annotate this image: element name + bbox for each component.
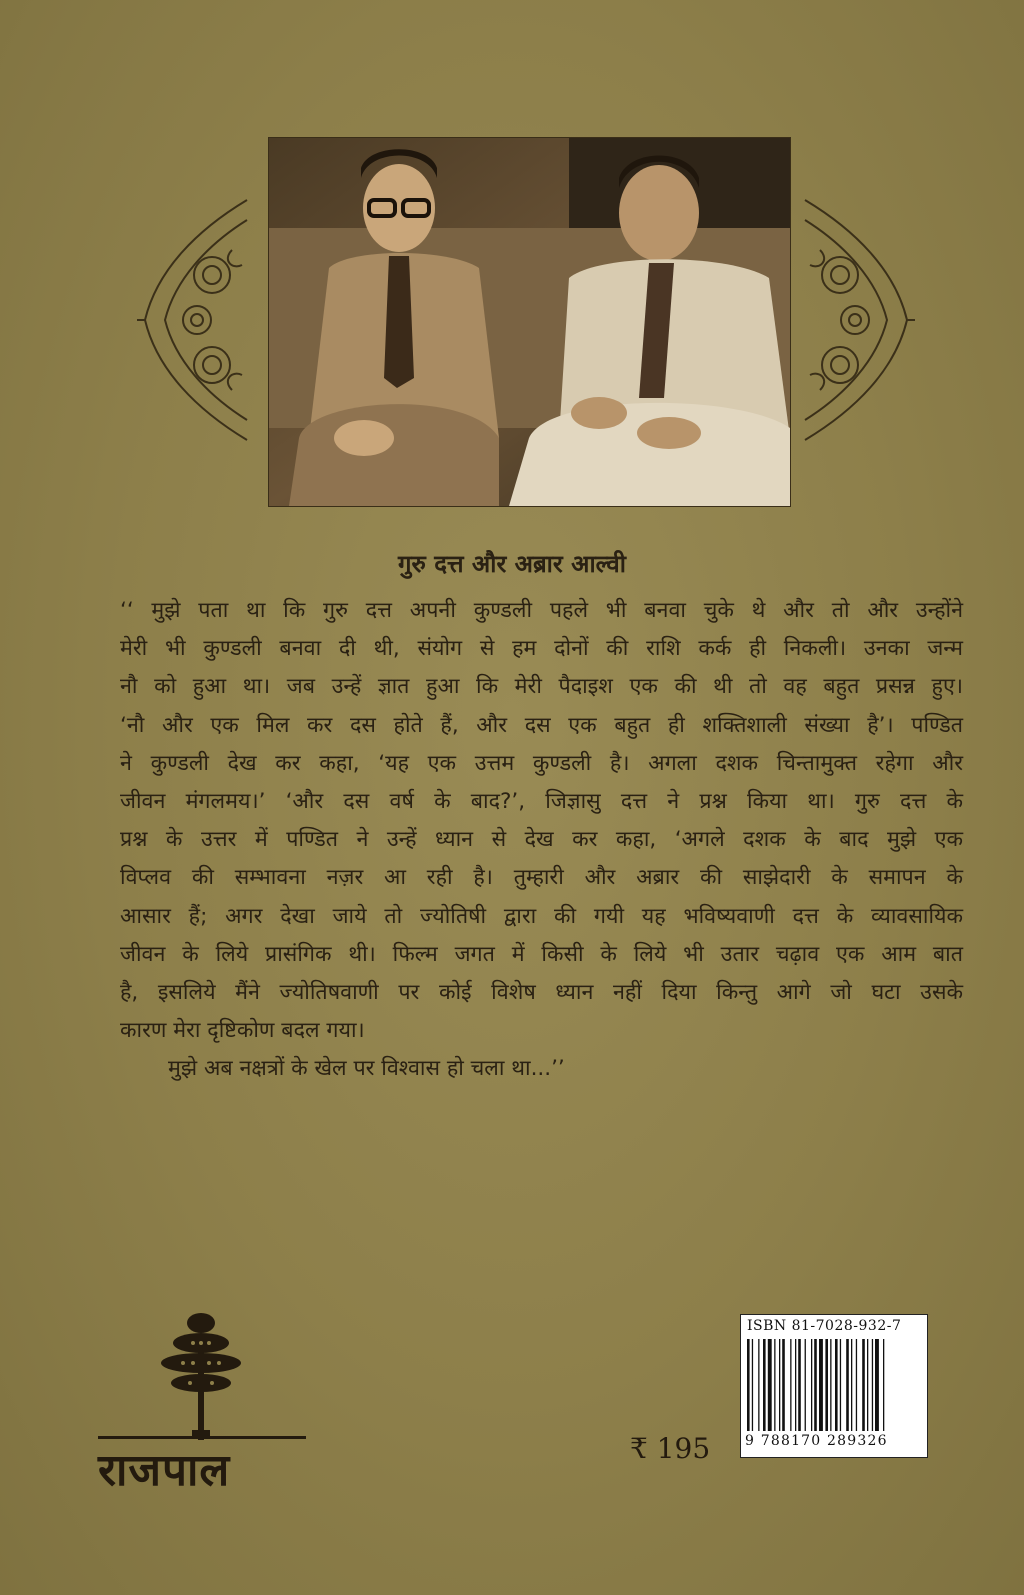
barcode-bar (782, 1339, 785, 1431)
barcode-bar (872, 1339, 873, 1431)
left-ornament-icon (137, 190, 257, 450)
blurb-line: ‘‘ मुझे पता था कि गुरु दत्त अपनी कुण्डली पहले भी बनवा चुके थे और तो और उन्होंने (120, 598, 963, 623)
blurb-line: नौ को हुआ था। जब उन्हें ज्ञात हुआ कि मेरी पैदाइश एक की थी तो वह बहुत प्रसन्न हुए। (120, 674, 963, 700)
portrait-photo (268, 137, 791, 507)
barcode-bar (883, 1339, 884, 1431)
blurb-line: ‘नौ और एक मिल कर दस होते हैं, और दस एक बहुत ही शक्तिशाली संख्या है’। पण्डित (120, 712, 963, 738)
barcode-bar (811, 1339, 812, 1431)
blurb-line: प्रश्न के उत्तर में पण्डित ने उन्हें ध्यान से देख कर कहा, ‘अगले दशक के बाद मुझे एक (120, 827, 963, 853)
barcode-bar (840, 1339, 841, 1431)
barcode-digits: 9 788170 289326 (745, 1433, 888, 1449)
publisher-name: राजपाल (98, 1445, 231, 1496)
barcode-bar (846, 1339, 849, 1431)
barcode-bar (819, 1339, 823, 1431)
barcode-bar (752, 1339, 753, 1431)
barcode-bar (768, 1339, 772, 1431)
price-label: ₹ 195 (630, 1432, 711, 1465)
blurb-line: मेरी भी कुण्डली बनवा दी थी, संयोग से हम दोनों की राशि कर्क ही निकली। उनका जन्म (120, 636, 963, 662)
barcode-bar (835, 1339, 838, 1431)
barcode-icon (747, 1339, 921, 1431)
blurb-line: है, इसलिये मैंने ज्योतिषवाणी पर कोई विशेष ध्यान नहीं दिया किन्तु आगे जो घटा उसके (120, 980, 963, 1006)
barcode-bar (795, 1339, 796, 1431)
photo-caption: गुरु दत्त और अब्रार आल्वी (398, 550, 626, 578)
isbn-barcode-box (740, 1314, 928, 1458)
right-ornament-icon (795, 190, 915, 450)
barcode-bar (830, 1339, 831, 1431)
blurb-line: जीवन मंगलमय।’ ‘और दस वर्ष के बाद?’, जिज्ञासु दत्त ने प्रश्न किया था। गुरु दत्त के (120, 789, 963, 815)
barcode-bar (851, 1339, 852, 1431)
barcode-bar (763, 1339, 766, 1431)
blurb-text (120, 592, 963, 1089)
portrait-photo-icon (269, 138, 790, 506)
barcode-bar (774, 1339, 775, 1431)
barcode-bar (875, 1339, 879, 1431)
blurb-line: ने कुण्डली देख कर कहा, ‘यह एक उत्तम कुण्डली है। अगला दशक चिन्तामुक्त रहेगा और (120, 750, 963, 776)
barcode-bar (825, 1339, 828, 1431)
barcode-bar (798, 1339, 801, 1431)
barcode-bar (862, 1339, 865, 1431)
blurb-closing-line: मुझे अब नक्षत्रों के खेल पर विश्वास हो चला था...’’ (168, 1056, 565, 1082)
barcode-bar (758, 1339, 759, 1431)
barcode-bar (805, 1339, 806, 1431)
barcode-bar (856, 1339, 857, 1431)
barcode-bar (814, 1339, 817, 1431)
blurb-line: आसार हैं; अगर देखा जाये तो ज्योतिषी द्वारा की गयी यह भविष्यवाणी दत्त के व्यावसायिक (120, 903, 963, 929)
barcode-bar (790, 1339, 791, 1431)
barcode-bar (747, 1339, 750, 1431)
blurb-line: कारण मेरा दृष्टिकोण बदल गया। (120, 1018, 365, 1044)
blurb-line: जीवन के लिये प्रासंगिक थी। फिल्म जगत में किसी के लिये भी उतार चढ़ाव एक आम बात (120, 941, 963, 967)
isbn-label: ISBN 81-7028-932-7 (747, 1318, 902, 1334)
barcode-bar (867, 1339, 868, 1431)
barcode-bar (779, 1339, 780, 1431)
blurb-line: विप्लव की सम्भावना नज़र आ रही है। तुम्हारी और अब्रार की साझेदारी के समापन के (120, 865, 963, 891)
